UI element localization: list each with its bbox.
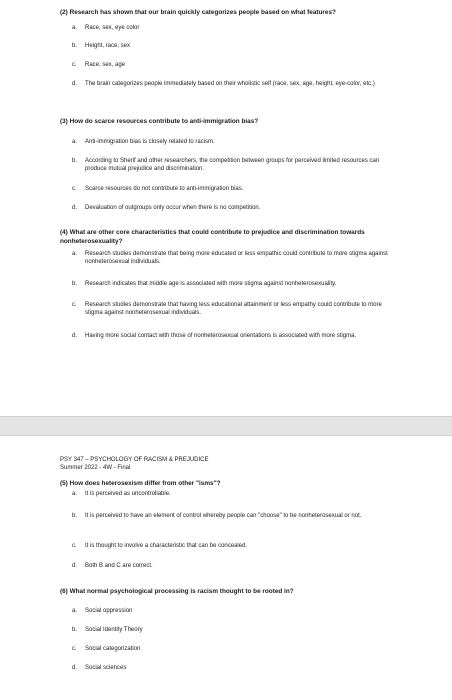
option-text: According to Sherif and other researchers, the competition between groups for perceived limited resources can produce mutual prejudice and discrimination.: [85, 158, 380, 173]
option-text: Race, sex, eye color: [85, 25, 140, 31]
option-letter: c.: [72, 302, 77, 308]
option-letter: d.: [72, 333, 78, 339]
question-3-title: (3) How do scarce resources contribute to anti-immigration bias?: [60, 118, 259, 125]
option-text: Devaluation of outgroups only occur when there is no competition.: [85, 205, 261, 211]
option-letter: a.: [72, 491, 78, 497]
option-text: Height, race, sex: [85, 43, 131, 49]
option-letter: c.: [72, 186, 77, 192]
question-3-option-c: [72, 185, 392, 193]
option-text: It is perceived as uncontrollable.: [85, 491, 171, 497]
question-3-option-b: [72, 157, 392, 173]
option-letter: b.: [72, 281, 78, 287]
option-letter: c.: [72, 62, 77, 68]
option-text: Research indicates that middle age is associated with more stigma against nonheterosexuality.: [85, 281, 337, 287]
option-letter: c.: [72, 543, 77, 549]
option-letter: c.: [72, 646, 77, 652]
option-text: Social sciences: [85, 665, 127, 671]
question-6-option-b: [72, 626, 392, 634]
option-letter: a.: [72, 251, 78, 257]
question-2-option-d: [72, 80, 392, 88]
question-6-title: (6) What normal psychological processing is racism thought to be rooted in?: [60, 588, 294, 595]
option-text: The brain categorizes people immediately based on their wholistic self (race, sex, age, height, eye-color, etc.): [85, 81, 375, 87]
option-text: Social oppression: [85, 608, 133, 614]
option-text: Research studies demonstrate that having less educational attainment or less empathy could contribute to more stigma against nonheterosexual individuals.: [85, 302, 382, 317]
option-letter: b.: [72, 158, 78, 164]
option-letter: d.: [72, 563, 78, 569]
question-4-title: (4) What are other core characteristics that could contribute to prejudice and discrimination towards nonheterosexuality?: [60, 229, 365, 245]
question-6-option-a: [72, 607, 392, 615]
question-2-option-a: [72, 24, 392, 32]
question-4-option-a: [72, 250, 392, 266]
option-text: It is perceived to have an element of control whereby people can "choose" to be nonheterosexual or not.: [85, 513, 362, 519]
course-header: PSY 347 – PSYCHOLOGY OF RACISM & PREJUDICE: [60, 457, 209, 463]
option-letter: b.: [72, 513, 78, 519]
question-5-option-a: [72, 490, 392, 498]
option-text: Having more social contact with those of nonheterosexual orientations is associated with more stigma.: [85, 333, 357, 339]
term-header: Summer 2022 - 4W - Final: [60, 465, 131, 471]
page-2: [0, 436, 452, 700]
option-letter: d.: [72, 81, 78, 87]
option-text: Social categorization: [85, 646, 141, 652]
question-4-option-d: [72, 332, 392, 340]
option-text: Race, sex, age: [85, 62, 126, 68]
option-text: Social Identity Theory: [85, 627, 143, 633]
question-5-option-d: [72, 562, 392, 570]
option-letter: a.: [72, 139, 78, 145]
question-5-option-b: [72, 512, 392, 520]
option-text: Research studies demonstrate that being more educated or less empathic could contribute to more stigma against nonheterosexual individuals.: [85, 251, 388, 266]
option-letter: b.: [72, 43, 78, 49]
question-5-title: (5) How does heterosexism differ from other "isms"?: [60, 480, 221, 487]
option-letter: d.: [72, 665, 78, 671]
option-letter: a.: [72, 608, 78, 614]
question-5-option-c: [72, 542, 392, 550]
page-separator: [0, 416, 452, 436]
question-2-title: (2) Research has shown that our brain quickly categorizes people based on what features?: [60, 9, 336, 16]
question-4-option-b: [72, 280, 392, 288]
option-text: It is thought to involve a characteristic that can be concealed.: [85, 543, 248, 549]
question-6-option-c: [72, 645, 392, 653]
option-text: Both B and C are correct.: [85, 563, 153, 569]
question-4-option-c: [72, 301, 392, 317]
question-3-option-a: [72, 138, 392, 146]
option-text: Scarce resources do not contribute to anti-immigration bias.: [85, 186, 244, 192]
question-6-option-d: [72, 664, 392, 672]
question-2-option-b: [72, 42, 392, 50]
question-3-option-d: [72, 204, 392, 212]
question-2-option-c: [72, 61, 392, 69]
option-text: Anti-immigration bias is closely related to racism.: [85, 139, 215, 145]
option-letter: d.: [72, 205, 78, 211]
option-letter: a.: [72, 25, 78, 31]
option-letter: b.: [72, 627, 78, 633]
